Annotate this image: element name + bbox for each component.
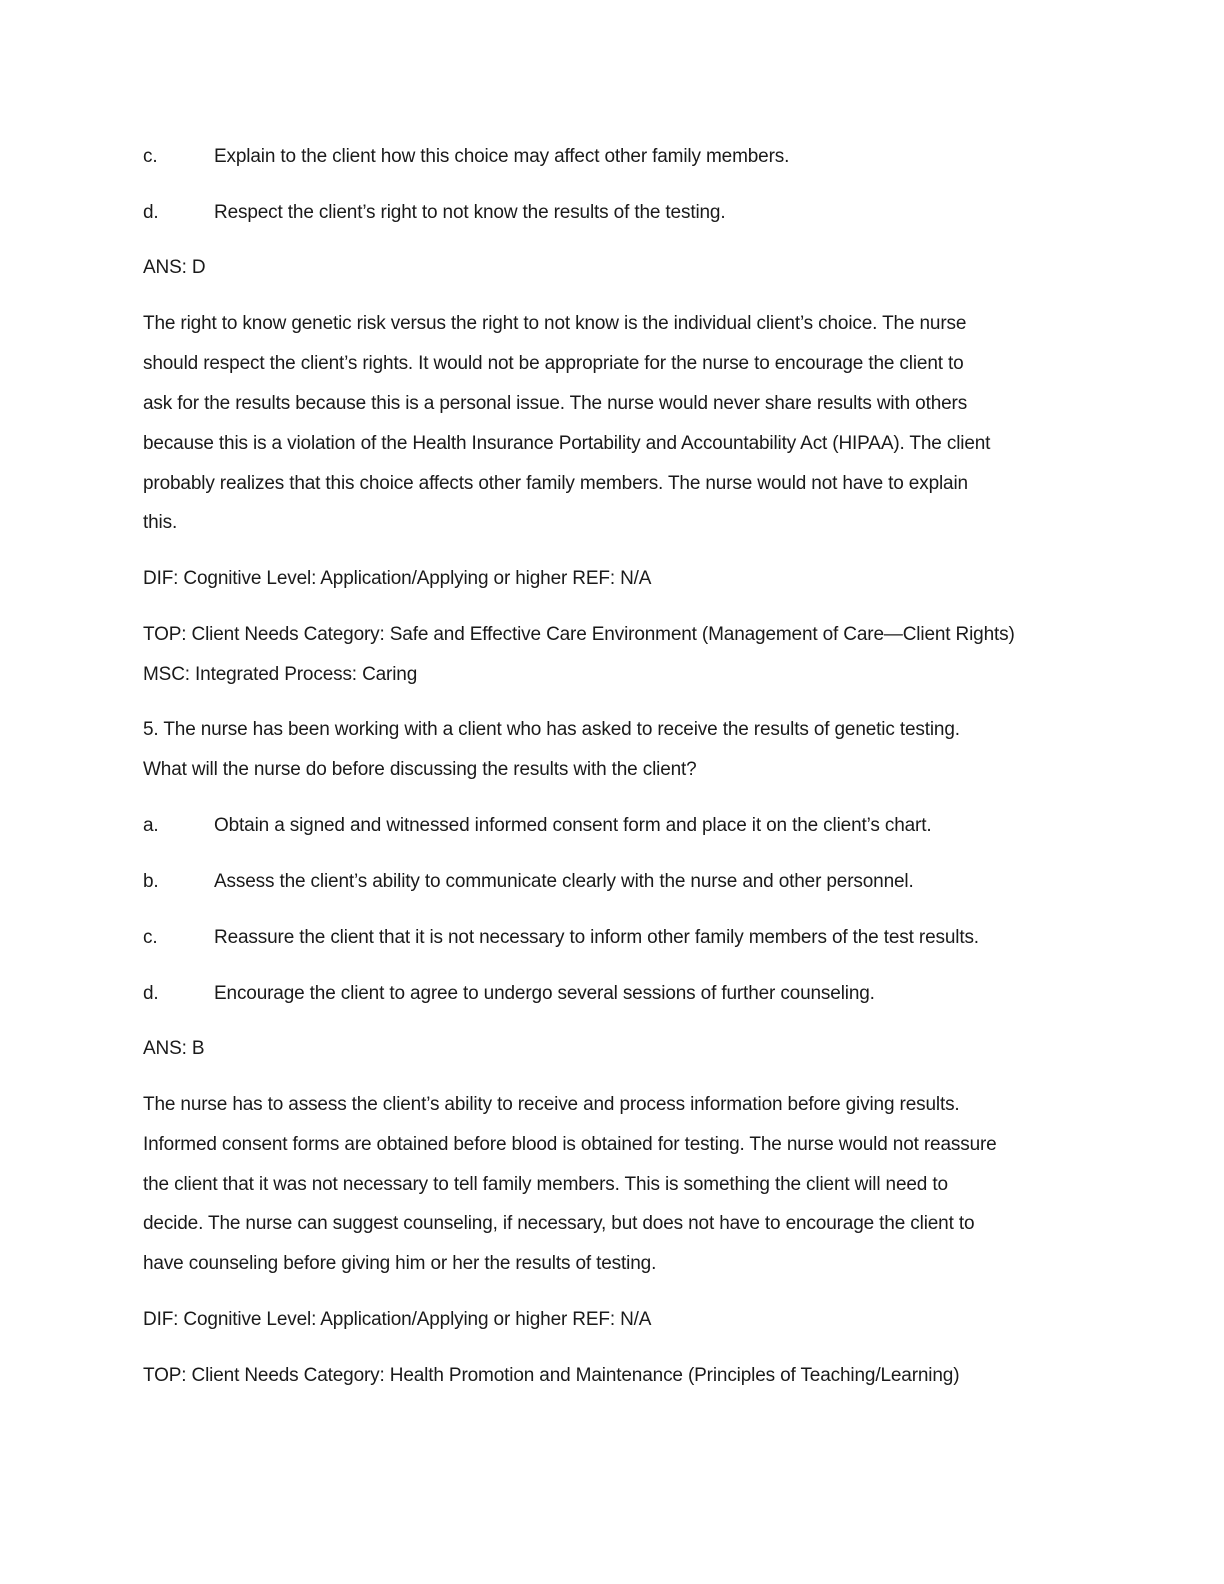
answer-label: ANS: B [143, 1038, 205, 1059]
rationale-line: probably realizes that this choice affects other family members. The nurse would not have to explain [143, 473, 968, 494]
question-stem-line: 5. The nurse has been working with a client who has asked to receive the results of genetic testing. [143, 719, 960, 740]
option-letter: c. [143, 927, 158, 948]
rationale-line: The right to know genetic risk versus the right to not know is the individual client’s choice. The nurse [143, 313, 967, 334]
option-letter: d. [143, 983, 159, 1004]
rationale-line: this. [143, 512, 178, 533]
rationale-line: because this is a violation of the Health Insurance Portability and Accountability Act (HIPAA). The client [143, 433, 991, 454]
option-text: Reassure the client that it is not necessary to inform other family members of the test results. [214, 927, 979, 948]
option-letter: d. [143, 202, 159, 223]
option-c [143, 926, 979, 950]
rationale-line: have counseling before giving him or her the results of testing. [143, 1253, 657, 1274]
rationale-line: decide. The nurse can suggest counseling, if necessary, but does not have to encourage the client to [143, 1213, 975, 1234]
option-letter: b. [143, 871, 159, 892]
option-letter: a. [143, 815, 159, 836]
option-text: Respect the client’s right to not know the results of the testing. [214, 202, 726, 223]
rationale-line: The nurse has to assess the client’s ability to receive and process information before giving results. [143, 1094, 960, 1115]
topic-line: TOP: Client Needs Category: Safe and Effective Care Environment (Management of Care—Client Rights) [143, 624, 1015, 645]
answer-label: ANS: D [143, 257, 206, 278]
option-b [143, 870, 914, 894]
difficulty-line: DIF: Cognitive Level: Application/Applying or higher REF: N/A [143, 568, 652, 589]
difficulty-line: DIF: Cognitive Level: Application/Applying or higher REF: N/A [143, 1309, 652, 1330]
rationale-line: the client that it was not necessary to tell family members. This is something the client will need to [143, 1174, 948, 1195]
option-text: Obtain a signed and witnessed informed consent form and place it on the client’s chart. [214, 815, 932, 836]
option-text: Assess the client’s ability to communicate clearly with the nurse and other personnel. [214, 871, 914, 892]
option-d [143, 201, 725, 225]
option-d [143, 982, 875, 1006]
option-a [143, 814, 931, 838]
option-text: Encourage the client to agree to undergo several sessions of further counseling. [214, 983, 875, 1004]
option-letter: c. [143, 146, 158, 167]
option-c [143, 145, 789, 169]
topic-line: TOP: Client Needs Category: Health Promotion and Maintenance (Principles of Teaching/Learning) [143, 1365, 960, 1386]
option-text: Explain to the client how this choice may affect other family members. [214, 146, 790, 167]
rationale-line: Informed consent forms are obtained before blood is obtained for testing. The nurse would not reassure [143, 1134, 997, 1155]
question-stem-line: What will the nurse do before discussing the results with the client? [143, 759, 697, 780]
rationale-line: should respect the client’s rights. It would not be appropriate for the nurse to encourage the client to [143, 353, 964, 374]
msc-line: MSC: Integrated Process: Caring [143, 664, 418, 685]
rationale-line: ask for the results because this is a personal issue. The nurse would never share results with others [143, 393, 968, 414]
